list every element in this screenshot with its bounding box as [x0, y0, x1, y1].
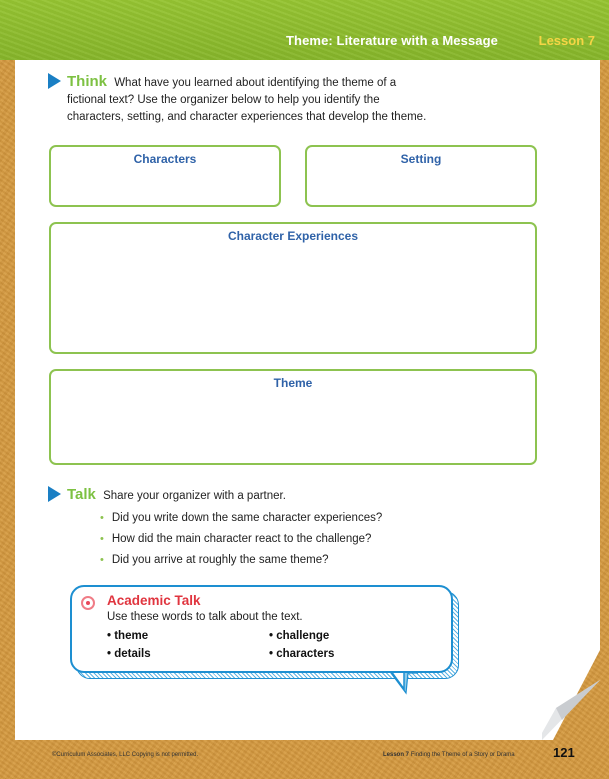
think-keyword: Think	[67, 73, 107, 90]
vocab-word: • characters	[269, 648, 335, 660]
header-bar	[0, 0, 609, 60]
arrow-icon	[48, 73, 61, 89]
setting-label: Setting	[400, 152, 442, 166]
think-line-2: fictional text? Use the organizer below to help you identify the	[67, 94, 380, 106]
character-experiences-box[interactable]	[49, 222, 537, 354]
vocab-word: • details	[107, 648, 151, 660]
talk-section	[48, 486, 286, 505]
target-icon	[81, 596, 95, 610]
setting-box[interactable]	[305, 145, 537, 207]
footer-lesson	[383, 752, 515, 758]
vocab-word: • theme	[107, 630, 149, 642]
bullet-icon: •	[100, 554, 104, 566]
talk-keyword: Talk	[67, 486, 96, 503]
bubble-body	[70, 585, 453, 673]
think-line-1: What have you learned about identifying the theme of a	[114, 77, 397, 89]
talk-bullets	[100, 508, 382, 571]
unit-title: Theme: Literature with a Message	[286, 33, 498, 48]
characters-label: Characters	[133, 152, 197, 166]
talk-intro: Share your organizer with a partner.	[103, 490, 286, 502]
theme-label: Theme	[273, 376, 313, 390]
think-section	[48, 73, 468, 126]
bullet-icon: •	[100, 533, 104, 545]
academic-talk-title: Academic Talk	[107, 593, 201, 608]
academic-talk-bubble	[70, 585, 460, 680]
character-experiences-label: Character Experiences	[227, 229, 359, 243]
bullet-icon: •	[100, 512, 104, 524]
footer-lesson-label: Lesson 7	[383, 752, 410, 758]
page-number: 121	[553, 745, 575, 760]
lesson-label: Lesson 7	[538, 33, 595, 48]
vocab-word: • challenge	[269, 630, 330, 642]
list-item: • How did the main character react to the challenge?	[100, 533, 372, 545]
academic-talk-subtitle: Use these words to talk about the text.	[107, 611, 303, 623]
theme-box[interactable]	[49, 369, 537, 465]
list-item: • Did you arrive at roughly the same theme?	[100, 554, 329, 566]
think-line-3: characters, setting, and character experiences that develop the theme.	[67, 111, 427, 123]
arrow-icon	[48, 486, 61, 502]
page-curl	[542, 680, 602, 740]
footer-lesson-title: Finding the Theme of a Story or Drama	[410, 752, 515, 758]
copyright-notice: ©Curriculum Associates, LLC Copying is not permitted.	[52, 752, 199, 758]
list-item: • Did you write down the same character experiences?	[100, 512, 383, 524]
characters-box[interactable]	[49, 145, 281, 207]
